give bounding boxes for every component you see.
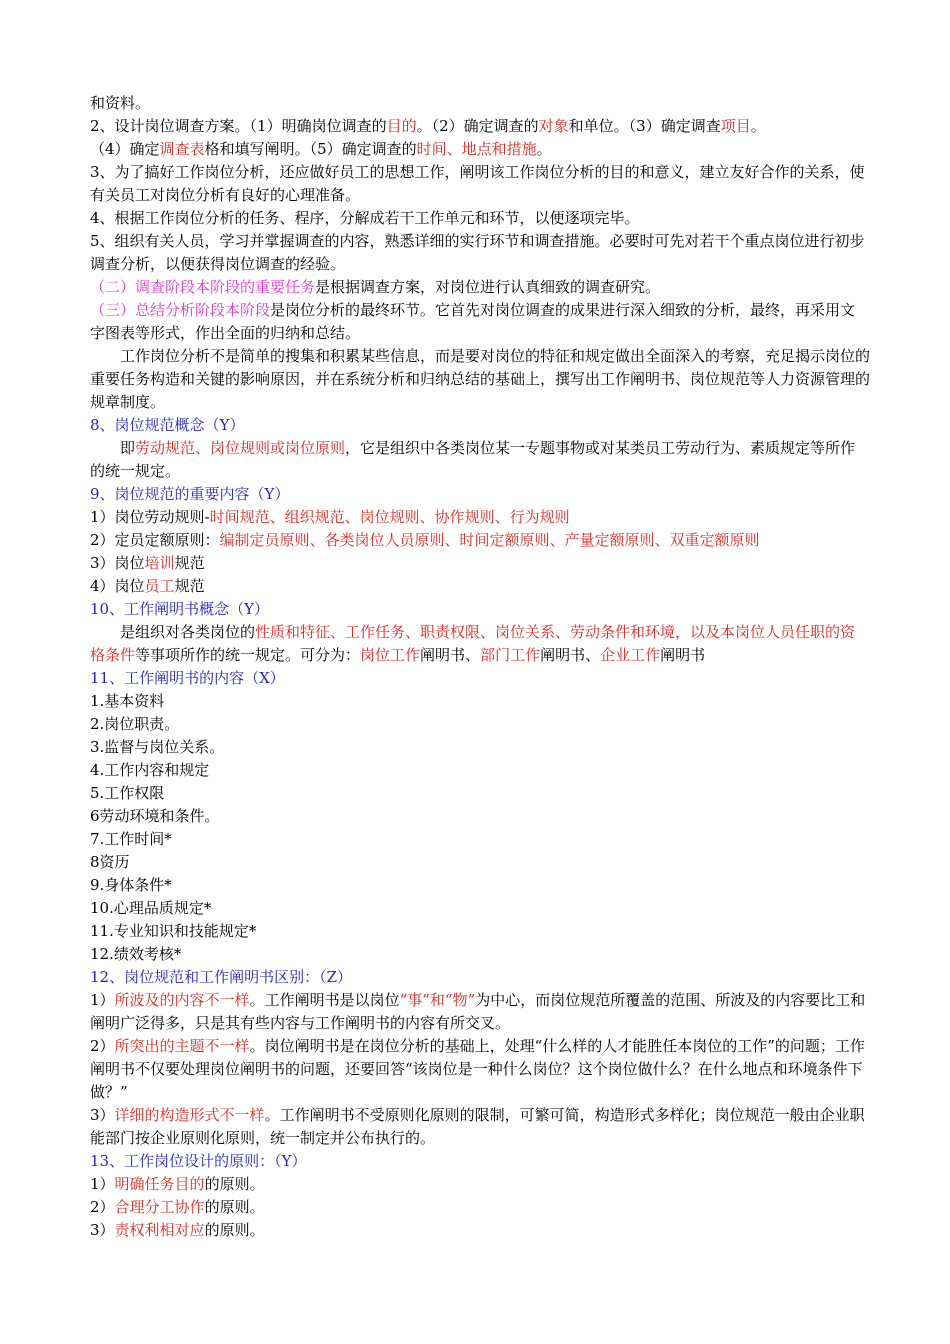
text-h8: 8、岗位规范概念（Y） xyxy=(90,416,245,434)
text-and-data-text: 和资料。 xyxy=(90,94,151,112)
paragraph xyxy=(90,966,870,989)
text-i9-3a: 3）岗位 xyxy=(90,554,145,572)
text-s2-a: （二）调查阶段本阶段的重要任务 xyxy=(90,278,316,296)
text-i9-1b: 时间规范、组织规范、岗位规则、协作规则、行为规则 xyxy=(209,508,570,526)
text-p2-c: 。（2）确定调查的 xyxy=(416,117,539,135)
paragraph xyxy=(90,920,870,943)
paragraph xyxy=(90,115,870,138)
text-d10-i: 阐明书 xyxy=(660,646,706,664)
text-i9-1a: 1）岗位劳动规则- xyxy=(90,508,210,526)
text-p2-b: 目的 xyxy=(386,117,417,135)
paragraph xyxy=(90,851,870,874)
text-i11-6: 6劳动环境和条件。 xyxy=(90,807,220,825)
paragraph xyxy=(90,943,870,966)
text-d10-c: 等事项所作的统一规定。可分为： xyxy=(135,646,361,664)
paragraph xyxy=(90,207,870,230)
text-s2-b: 是根据调查方案，对岗位进行认真细致的调查研究。 xyxy=(315,278,661,296)
paragraph xyxy=(90,805,870,828)
text-p2-h: （4）确定 xyxy=(90,140,160,158)
text-d12-2a: 2） xyxy=(90,1037,115,1055)
text-d10-e: 阐明书、 xyxy=(420,646,481,664)
text-p2-e: 和单位。（3）确定调查 xyxy=(568,117,721,135)
text-d12-1d: “事”和“物” xyxy=(399,991,476,1009)
text-i13-3b: 责权利相对应 xyxy=(114,1221,205,1239)
text-p5: 5、组织有关人员，学习并掌握调查的内容，熟悉详细的实行环节和调查措施。必要时可先对若干个重点岗位进行初步调查分析，以便获得岗位调查的经验。 xyxy=(90,232,865,273)
text-h12: 12、岗位规范和工作阐明书区别：（Z） xyxy=(90,968,353,986)
paragraph xyxy=(90,414,870,437)
text-d12-1c: 。工作阐明书是以岗位 xyxy=(249,991,400,1009)
text-summary: 工作岗位分析不是简单的搜集和积累某些信息，而是要对岗位的特征和规定做出全面深入的考察，充足揭示岗位的重要任务构造和关键的影响原因，并在系统分析和归纳总结的基础上，撰写出工作阐明书、岗位规范等人力资源管理的规章制度。 xyxy=(90,347,871,411)
paragraph xyxy=(90,1150,870,1173)
text-i9-2a: 2）定员定额原则： xyxy=(90,531,220,549)
paragraph xyxy=(90,299,870,345)
text-d10-a: 是组织对各类岗位的 xyxy=(120,623,256,641)
text-i9-4b: 员工 xyxy=(144,577,175,595)
text-i11-1: 1.基本资料 xyxy=(90,692,165,710)
paragraph xyxy=(90,782,870,805)
text-i11-4: 4.工作内容和规定 xyxy=(90,761,210,779)
paragraph xyxy=(90,230,870,276)
paragraph xyxy=(90,713,870,736)
document-body xyxy=(90,92,870,1242)
text-i9-3b: 培训 xyxy=(144,554,175,572)
paragraph xyxy=(90,897,870,920)
paragraph xyxy=(90,161,870,207)
text-i11-2: 2.岗位职责。 xyxy=(90,715,180,733)
text-h13: 13、工作岗位设计的原则：（Y） xyxy=(90,1152,307,1170)
text-p2-k: 时间、地点和措施 xyxy=(416,140,537,158)
text-p2-g: 。 xyxy=(750,117,766,135)
paragraph xyxy=(90,667,870,690)
text-d12-1b: 所波及的内容不一样 xyxy=(114,991,250,1009)
text-h11: 11、工作阐明书的内容（X） xyxy=(90,669,285,687)
text-d12-1e: 为中心，而岗位规范所覆盖的范围、所波及的内容要比工和阐明广泛得多，只是其有些内容与工作阐明书的内容有所交叉。 xyxy=(90,991,866,1032)
text-i11-7: 7.工作时间* xyxy=(90,830,172,848)
paragraph xyxy=(90,874,870,897)
text-d12-1a: 1） xyxy=(90,991,115,1009)
paragraph xyxy=(90,828,870,851)
paragraph xyxy=(90,621,870,667)
text-d12-3b: 详细的构造形式不一样 xyxy=(114,1106,265,1124)
text-i13-2c: 的原则。 xyxy=(204,1198,265,1216)
text-i11-10: 10.心理品质规定* xyxy=(90,899,212,917)
paragraph xyxy=(90,989,870,1035)
paragraph xyxy=(90,552,870,575)
text-i11-8: 8资历 xyxy=(90,853,130,871)
text-i11-12: 12.绩效考核* xyxy=(90,945,182,963)
text-i9-4c: 规范 xyxy=(174,577,205,595)
paragraph xyxy=(90,759,870,782)
text-d8-a: 即 xyxy=(120,439,136,457)
text-d10-h: 企业工作 xyxy=(600,646,661,664)
text-d10-d: 岗位工作 xyxy=(360,646,421,664)
text-i9-3c: 规范 xyxy=(174,554,205,572)
paragraph xyxy=(90,529,870,552)
text-i13-3a: 3） xyxy=(90,1221,115,1239)
text-h9: 9、岗位规范的重要内容（Y） xyxy=(90,485,290,503)
text-d8-c: ，它是组织中各类岗位某一专题事物或对某类员工劳动行为、素质规定等所作的统一规定。 xyxy=(90,439,856,480)
text-i13-1c: 的原则。 xyxy=(204,1175,265,1193)
text-i13-2a: 2） xyxy=(90,1198,115,1216)
text-d10-b: 性质和特征、工作任务、职责权限、岗位关系、劳动条件和环境，以及本岗位人员任职的资格条件 xyxy=(90,623,856,664)
text-h10: 10、工作阐明书概念（Y） xyxy=(90,600,269,618)
text-p4: 4、根据工作岗位分析的任务、程序，分解成若干工作单元和环节，以便逐项完毕。 xyxy=(90,209,640,227)
text-p3: 3、为了搞好工作岗位分析，还应做好员工的思想工作，阐明该工作岗位分析的目的和意义，建立友好合作的关系，使有关员工对岗位分析有良好的心理准备。 xyxy=(90,163,865,204)
paragraph xyxy=(90,690,870,713)
text-p2-i: 调查表 xyxy=(159,140,205,158)
paragraph xyxy=(90,506,870,529)
paragraph xyxy=(90,92,870,115)
text-i13-2b: 合理分工协作 xyxy=(114,1198,205,1216)
text-p2-f: 项目 xyxy=(720,117,751,135)
text-i13-3c: 的原则。 xyxy=(204,1221,265,1239)
paragraph xyxy=(90,345,870,414)
paragraph xyxy=(90,138,870,161)
text-d12-3a: 3） xyxy=(90,1106,115,1124)
text-d8-b: 劳动规范、岗位规则或岗位原则 xyxy=(135,439,346,457)
paragraph xyxy=(90,276,870,299)
paragraph xyxy=(90,575,870,598)
paragraph xyxy=(90,1219,870,1242)
text-i13-1b: 明确任务目的 xyxy=(114,1175,205,1193)
text-p2-j: 格和填写阐明。（5）确定调查的 xyxy=(204,140,417,158)
text-i11-11: 11.专业知识和技能规定* xyxy=(90,922,257,940)
text-d12-2b: 所突出的主题不一样 xyxy=(114,1037,250,1055)
text-d12-3c: 。工作阐明书不受原则化原则的限制，可繁可简，构造形式多样化；岗位规范一般由企业职能部门按企业原则化原则，统一制定并公布执行的。 xyxy=(90,1106,865,1147)
paragraph xyxy=(90,1173,870,1196)
paragraph xyxy=(90,1104,870,1150)
text-s3-a: （三）总结分析阶段本阶段 xyxy=(90,301,271,319)
text-i11-9: 9.身体条件* xyxy=(90,876,172,894)
text-i11-5: 5.工作权限 xyxy=(90,784,165,802)
text-p2-l: 。 xyxy=(536,140,552,158)
paragraph xyxy=(90,1035,870,1104)
text-p2-a: 2、设计岗位调查方案。（1）明确岗位调查的 xyxy=(90,117,387,135)
paragraph xyxy=(90,437,870,483)
text-i9-2b: 编制定员原则、各类岗位人员原则、时间定额原则、产量定额原则、双重定额原则 xyxy=(219,531,760,549)
text-p2-d: 对象 xyxy=(538,117,569,135)
paragraph xyxy=(90,483,870,506)
paragraph xyxy=(90,1196,870,1219)
text-d10-g: 阐明书、 xyxy=(540,646,601,664)
text-s3-b: 是岗位分析的最终环节。它首先对岗位调查的成果进行深入细致的分析，最终，再采用文字图表等形式，作出全面的归纳和总结。 xyxy=(90,301,856,342)
paragraph xyxy=(90,736,870,759)
text-d12-2c: 。岗位阐明书是在岗位分析的基础上，处理“什么样的人才能胜任本岗位的工作”的问题；工作阐明书不仅要处理岗位阐明书的问题，还要回答“该岗位是一种什么岗位？这个岗位做什么？在什么地点和环境条件下做？” xyxy=(90,1037,865,1101)
text-i13-1a: 1） xyxy=(90,1175,115,1193)
paragraph xyxy=(90,598,870,621)
text-i9-4a: 4）岗位 xyxy=(90,577,145,595)
text-d10-f: 部门工作 xyxy=(480,646,541,664)
text-i11-3: 3.监督与岗位关系。 xyxy=(90,738,225,756)
